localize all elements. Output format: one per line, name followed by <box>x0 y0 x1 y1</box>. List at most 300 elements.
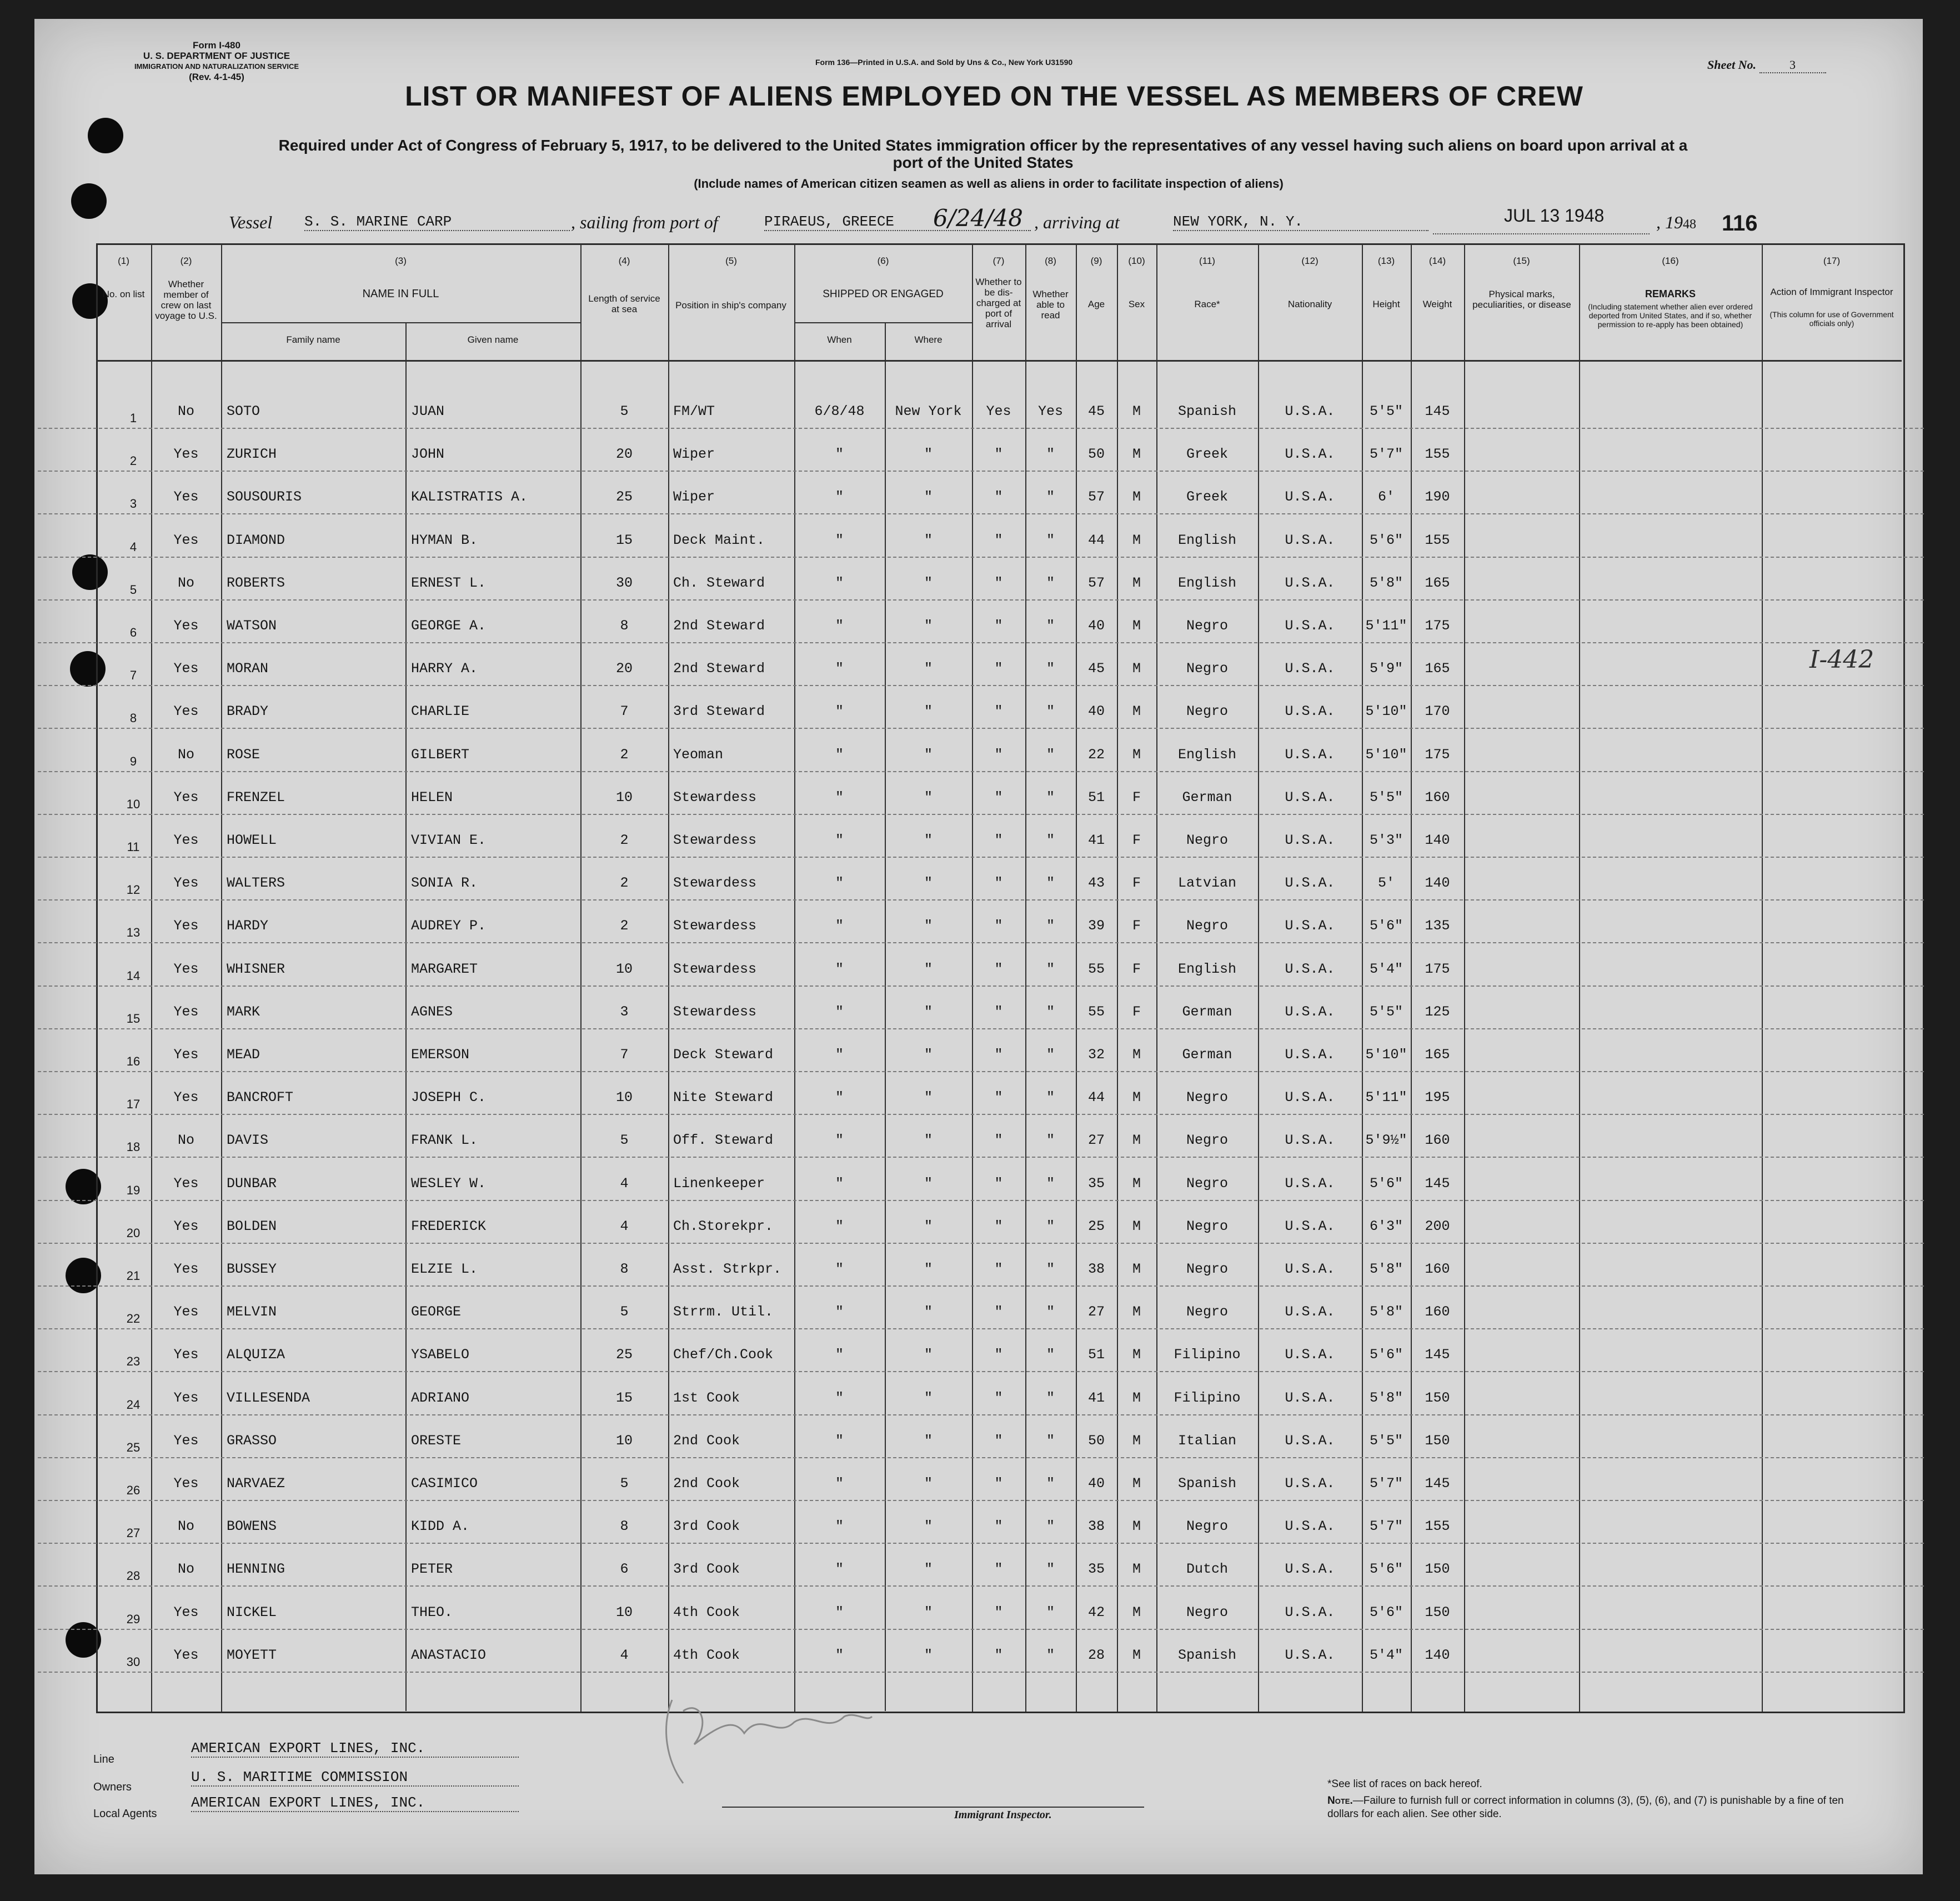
cell-read: " <box>1046 575 1055 591</box>
row-rule <box>38 1157 1924 1158</box>
row-rule <box>38 1328 1924 1329</box>
row-number: 29 <box>126 1612 141 1626</box>
cell-weight: 150 <box>1425 1604 1450 1620</box>
cell-family: MARK <box>227 1004 260 1020</box>
cell-height: 5'7" <box>1369 446 1403 462</box>
cell-position: Stewardess <box>673 789 757 806</box>
cell-position: Off. Steward <box>673 1132 774 1148</box>
cell-service: 10 <box>615 1089 633 1105</box>
cell-service: 15 <box>615 1390 633 1406</box>
cell-age: 35 <box>1087 1175 1105 1192</box>
cell-height: 5'6" <box>1369 532 1403 548</box>
cell-family: MOYETT <box>227 1647 277 1663</box>
cell-service: 5 <box>620 1475 629 1492</box>
sailing-text: sailing from port of <box>580 212 718 232</box>
cell-height: 5'4" <box>1369 1647 1403 1663</box>
cell-race: Negro <box>1186 1089 1228 1105</box>
cell-height: 5'6" <box>1369 918 1403 934</box>
form-revision: (Rev. 4-1-45) <box>189 72 244 82</box>
cell-nat: U.S.A. <box>1285 1132 1335 1148</box>
cell-sex: F <box>1132 789 1141 806</box>
cell-read: " <box>1046 618 1055 634</box>
page-title: LIST OR MANIFEST OF ALIENS EMPLOYED ON THE VESSEL AS MEMBERS OF CREW <box>405 81 1583 112</box>
cell-where: " <box>924 1004 933 1020</box>
cell-nat: U.S.A. <box>1285 918 1335 934</box>
cell-nat: U.S.A. <box>1285 961 1335 977</box>
cell-family: BRADY <box>227 703 269 719</box>
row-rule <box>38 471 1924 472</box>
cell-given: GEORGE <box>411 1304 462 1320</box>
col-num: (3) <box>395 256 407 266</box>
cell-dis: " <box>994 1433 1003 1449</box>
cell-when: " <box>835 747 844 763</box>
cell-last: Yes <box>173 1261 199 1277</box>
cell-when: " <box>835 961 844 977</box>
col-num: (9) <box>1090 256 1102 266</box>
cell-age: 27 <box>1087 1304 1105 1320</box>
row-number: 18 <box>126 1140 141 1154</box>
col-header-sex: Sex <box>1128 299 1145 309</box>
col-header-marks: Physical marks, peculiarities, or disease <box>1472 289 1571 310</box>
col-num: (14) <box>1428 256 1446 266</box>
cell-read: " <box>1046 1475 1055 1492</box>
cell-last: Yes <box>173 1047 199 1063</box>
row-rule <box>38 728 1924 729</box>
cell-weight: 145 <box>1425 403 1450 419</box>
sailing-date: 6/24/48 <box>933 204 1023 232</box>
cell-where: " <box>924 1304 933 1320</box>
col-header-family: Family name <box>286 334 340 345</box>
cell-family: DIAMOND <box>227 532 285 548</box>
row-number: 9 <box>129 754 137 768</box>
cell-nat: U.S.A. <box>1285 1261 1335 1277</box>
cell-when: " <box>835 1347 844 1363</box>
cell-nat: U.S.A. <box>1285 789 1335 806</box>
cell-family: BUSSEY <box>227 1261 277 1277</box>
cell-weight: 160 <box>1425 1261 1450 1277</box>
cell-last: Yes <box>173 1390 199 1406</box>
year-value: 48 <box>1683 217 1696 232</box>
cell-position: 4th Cook <box>673 1604 740 1620</box>
cell-weight: 145 <box>1425 1175 1450 1192</box>
cell-last: No <box>177 747 194 763</box>
cell-nat: U.S.A. <box>1285 446 1335 462</box>
col-num: (10) <box>1128 256 1145 266</box>
row-rule <box>38 899 1924 901</box>
cell-last: Yes <box>173 1347 199 1363</box>
cell-height: 5'6" <box>1369 1604 1403 1620</box>
col-divider <box>1579 243 1580 1712</box>
row-rule <box>38 557 1924 558</box>
arrival-date-stamp: JUL 13 1948 <box>1504 206 1605 226</box>
cell-last: Yes <box>173 875 199 891</box>
cell-last: Yes <box>173 532 199 548</box>
cell-last: Yes <box>173 1604 199 1620</box>
cell-sex: M <box>1132 1304 1141 1320</box>
cell-age: 51 <box>1087 789 1105 806</box>
cell-dis: " <box>994 875 1003 891</box>
cell-given: YSABELO <box>411 1347 470 1363</box>
cell-sex: M <box>1132 1561 1141 1577</box>
cell-given: ORESTE <box>411 1433 462 1449</box>
cell-position: 1st Cook <box>673 1390 740 1406</box>
cell-race: German <box>1182 1047 1232 1063</box>
cell-height: 5'7" <box>1369 1518 1403 1534</box>
cell-service: 7 <box>620 703 629 719</box>
cell-last: Yes <box>173 1218 199 1234</box>
cell-nat: U.S.A. <box>1285 1390 1335 1406</box>
cell-height: 5'9½" <box>1365 1132 1407 1148</box>
cell-when: " <box>835 1004 844 1020</box>
owners-value: U. S. MARITIME COMMISSION <box>191 1769 519 1787</box>
cell-race: English <box>1177 747 1237 763</box>
cell-read: " <box>1046 703 1055 719</box>
arrival-port: NEW YORK, N. Y. <box>1173 213 1428 231</box>
subtitle <box>144 137 1822 171</box>
cell-given: HELEN <box>411 789 453 806</box>
cell-race: Filipino <box>1174 1347 1241 1363</box>
row-number: 2 <box>129 454 137 468</box>
cell-dis: " <box>994 1004 1003 1020</box>
header-divider <box>96 360 1902 362</box>
cell-family: GRASSO <box>227 1433 277 1449</box>
cell-service: 7 <box>620 1047 629 1063</box>
cell-family: FRENZEL <box>227 789 285 806</box>
cell-service: 2 <box>620 747 629 763</box>
cell-service: 4 <box>620 1218 629 1234</box>
col-header-age: Age <box>1087 299 1105 309</box>
cell-given: ERNEST L. <box>411 575 487 591</box>
cell-given: THEO. <box>411 1604 453 1620</box>
cell-dis: " <box>994 661 1003 677</box>
cell-weight: 155 <box>1425 446 1450 462</box>
cell-position: Stewardess <box>673 832 757 848</box>
cell-when: " <box>835 1304 844 1320</box>
cell-height: 5'10" <box>1365 1047 1407 1063</box>
cell-read: " <box>1046 1604 1055 1620</box>
cell-when: " <box>835 1390 844 1406</box>
cell-when: 6/8/48 <box>814 403 865 419</box>
cell-nat: U.S.A. <box>1285 1304 1335 1320</box>
cell-age: 50 <box>1087 1433 1105 1449</box>
cell-sex: M <box>1132 747 1141 763</box>
cell-weight: 125 <box>1425 1004 1450 1020</box>
cell-read: " <box>1046 1047 1055 1063</box>
cell-family: HARDY <box>227 918 269 934</box>
cell-height: 5'6" <box>1369 1347 1403 1363</box>
cell-weight: 175 <box>1425 618 1450 634</box>
cell-when: " <box>835 489 844 505</box>
cell-read: " <box>1046 747 1055 763</box>
cell-age: 55 <box>1087 961 1105 977</box>
row-number: 30 <box>126 1655 141 1669</box>
cell-age: 44 <box>1087 1089 1105 1105</box>
cell-service: 20 <box>615 446 633 462</box>
cell-when: " <box>835 875 844 891</box>
cell-weight: 155 <box>1425 1518 1450 1534</box>
row-rule <box>38 1028 1924 1029</box>
cell-given: GEORGE A. <box>411 618 487 634</box>
cell-last: Yes <box>173 703 199 719</box>
cell-dis: " <box>994 575 1003 591</box>
cell-age: 55 <box>1087 1004 1105 1020</box>
cell-family: NICKEL <box>227 1604 277 1620</box>
cell-age: 38 <box>1087 1518 1105 1534</box>
cell-read: " <box>1046 532 1055 548</box>
cell-service: 2 <box>620 875 629 891</box>
cell-service: 2 <box>620 918 629 934</box>
cell-nat: U.S.A. <box>1285 832 1335 848</box>
cell-race: English <box>1177 961 1237 977</box>
cell-sex: M <box>1132 403 1141 419</box>
cell-height: 5'9" <box>1369 661 1403 677</box>
service-name: IMMIGRATION AND NATURALIZATION SERVICE <box>134 62 299 71</box>
cell-when: " <box>835 1604 844 1620</box>
cell-sex: M <box>1132 661 1141 677</box>
cell-family: ZURICH <box>227 446 277 462</box>
row-rule <box>38 1285 1924 1287</box>
cell-family: SOTO <box>227 403 260 419</box>
cell-service: 25 <box>615 489 633 505</box>
cell-sex: M <box>1132 1433 1141 1449</box>
col-num: (13) <box>1377 256 1395 266</box>
row-rule <box>38 1114 1924 1115</box>
row-rule <box>38 1071 1924 1072</box>
row-rule <box>38 1500 1924 1501</box>
header-divider <box>794 322 972 323</box>
cell-where: " <box>924 1132 933 1148</box>
departure-port: PIRAEUS, GREECE <box>764 213 1031 231</box>
cell-where: " <box>924 1647 933 1663</box>
cell-sex: M <box>1132 1518 1141 1534</box>
cell-given: ANASTACIO <box>411 1647 487 1663</box>
cell-age: 45 <box>1087 661 1105 677</box>
cell-weight: 150 <box>1425 1433 1450 1449</box>
cell-nat: U.S.A. <box>1285 403 1335 419</box>
cell-service: 3 <box>620 1004 629 1020</box>
cell-where: " <box>924 1261 933 1277</box>
cell-where: " <box>924 832 933 848</box>
cell-service: 10 <box>615 961 633 977</box>
cell-dis: " <box>994 918 1003 934</box>
cell-race: Negro <box>1186 661 1228 677</box>
cell-position: Yeoman <box>673 747 724 763</box>
note-label: Note. <box>1327 1795 1353 1807</box>
cell-age: 41 <box>1087 832 1105 848</box>
cell-family: VILLESENDA <box>227 1390 310 1406</box>
cell-when: " <box>835 532 844 548</box>
cell-last: Yes <box>173 661 199 677</box>
col-divider <box>221 243 222 1712</box>
col-num: (5) <box>725 256 737 266</box>
cell-sex: M <box>1132 1475 1141 1492</box>
cell-last: No <box>177 575 194 591</box>
cell-age: 40 <box>1087 1475 1105 1492</box>
cell-given: CHARLIE <box>411 703 470 719</box>
row-rule <box>38 1200 1924 1201</box>
row-number: 27 <box>126 1526 141 1540</box>
row-number: 28 <box>126 1569 141 1583</box>
cell-race: Spanish <box>1177 1647 1237 1663</box>
cell-last: No <box>177 1132 194 1148</box>
row-rule <box>38 1243 1924 1244</box>
line-value: AMERICAN EXPORT LINES, INC. <box>191 1740 519 1758</box>
cell-when: " <box>835 1218 844 1234</box>
row-number: 15 <box>126 1012 141 1025</box>
cell-dis: " <box>994 1390 1003 1406</box>
cell-where: " <box>924 1047 933 1063</box>
row-number: 4 <box>129 540 137 554</box>
cell-sex: M <box>1132 1604 1141 1620</box>
header-divider <box>221 322 580 323</box>
cell-age: 32 <box>1087 1047 1105 1063</box>
cell-when: " <box>835 1175 844 1192</box>
row-number: 17 <box>126 1097 141 1111</box>
cell-position: 2nd Cook <box>673 1433 740 1449</box>
cell-sex: M <box>1132 1647 1141 1663</box>
cell-dis: " <box>994 789 1003 806</box>
cell-sex: M <box>1132 618 1141 634</box>
col-num: (11) <box>1199 256 1215 266</box>
cell-age: 43 <box>1087 875 1105 891</box>
cell-where: " <box>924 703 933 719</box>
cell-last: Yes <box>173 1175 199 1192</box>
cell-position: Ch.Storekpr. <box>673 1218 774 1234</box>
cell-family: SOUSOURIS <box>227 489 302 505</box>
cell-read: " <box>1046 1390 1055 1406</box>
cell-where: " <box>924 918 933 934</box>
cell-weight: 145 <box>1425 1475 1450 1492</box>
cell-family: BANCROFT <box>227 1089 294 1105</box>
row-number: 23 <box>126 1354 141 1368</box>
cell-height: 5'5" <box>1369 1433 1403 1449</box>
cell-position: Stewardess <box>673 918 757 934</box>
inspector-label: Immigrant Inspector. <box>954 1809 1052 1821</box>
cell-service: 8 <box>620 1518 629 1534</box>
cell-position: Deck Maint. <box>673 532 765 548</box>
col-header-action: Action of Immigrant Inspector <box>1770 287 1893 297</box>
cell-sex: F <box>1132 961 1141 977</box>
cell-nat: U.S.A. <box>1285 1518 1335 1534</box>
row-number: 1 <box>129 411 137 425</box>
cell-given: EMERSON <box>411 1047 470 1063</box>
cell-service: 25 <box>615 1347 633 1363</box>
cell-family: NARVAEZ <box>227 1475 285 1492</box>
cell-race: German <box>1182 1004 1232 1020</box>
cell-family: ROSE <box>227 747 260 763</box>
cell-height: 5'6" <box>1369 1175 1403 1192</box>
cell-age: 51 <box>1087 1347 1105 1363</box>
cell-position: Stewardess <box>673 961 757 977</box>
cell-read: " <box>1046 1175 1055 1192</box>
cell-dis: " <box>994 703 1003 719</box>
cell-when: " <box>835 661 844 677</box>
row-number: 14 <box>126 969 141 983</box>
cell-service: 4 <box>620 1175 629 1192</box>
arriving-label: , arriving at <box>1034 212 1120 232</box>
row-rule <box>38 428 1924 429</box>
cell-weight: 165 <box>1425 1047 1450 1063</box>
col-divider <box>668 243 669 1712</box>
row-number: 10 <box>126 797 141 811</box>
cell-race: Latvian <box>1177 875 1237 891</box>
cell-where: " <box>924 1347 933 1363</box>
col-header-nationality: Nationality <box>1287 299 1332 309</box>
cell-weight: 195 <box>1425 1089 1450 1105</box>
col-header-name: NAME IN FULL <box>362 288 439 300</box>
col-header-discharged: Whether to be dis-charged at port of arrival <box>975 277 1022 329</box>
col-num: (15) <box>1513 256 1530 266</box>
cell-family: WATSON <box>227 618 277 634</box>
col-num: (2) <box>180 256 192 266</box>
cell-family: MORAN <box>227 661 269 677</box>
col-num: (7) <box>992 256 1005 266</box>
cell-given: KIDD A. <box>411 1518 470 1534</box>
arrival-date-line <box>1433 233 1650 234</box>
cell-where: " <box>924 1518 933 1534</box>
sheet-number: 3 <box>1760 58 1826 73</box>
cell-race: Italian <box>1177 1433 1237 1449</box>
cell-where: " <box>924 575 933 591</box>
printer-line: Form 136—Printed in U.S.A. and Sold by Uns & Co., New York U31590 <box>815 58 1073 67</box>
punch-hole <box>71 183 107 219</box>
cell-given: JOHN <box>411 446 445 462</box>
cell-last: Yes <box>173 1089 199 1105</box>
col-header-when: When <box>827 334 852 345</box>
cell-where: " <box>924 489 933 505</box>
vessel-label: Vessel <box>229 212 273 232</box>
cell-service: 6 <box>620 1561 629 1577</box>
cell-when: " <box>835 575 844 591</box>
cell-dis: " <box>994 1261 1003 1277</box>
cell-age: 39 <box>1087 918 1105 934</box>
cell-sex: M <box>1132 532 1141 548</box>
cell-height: 5' <box>1377 875 1395 891</box>
row-rule <box>38 642 1924 643</box>
row-number: 16 <box>126 1054 141 1068</box>
cell-height: 5'5" <box>1369 403 1403 419</box>
row-rule <box>38 513 1924 514</box>
handwritten-annotation: I-442 <box>1809 646 1874 674</box>
cell-service: 10 <box>615 789 633 806</box>
cell-service: 15 <box>615 532 633 548</box>
row-number: 20 <box>126 1226 141 1240</box>
cell-where: " <box>924 446 933 462</box>
cell-family: HENNING <box>227 1561 285 1577</box>
cell-position: 3rd Cook <box>673 1561 740 1577</box>
cell-nat: U.S.A. <box>1285 703 1335 719</box>
cell-where: " <box>924 1561 933 1577</box>
col-divider <box>1464 243 1465 1712</box>
cell-where: " <box>924 618 933 634</box>
cell-where: " <box>924 1475 933 1492</box>
cell-race: Negro <box>1186 1218 1228 1234</box>
cell-dis: " <box>994 1604 1003 1620</box>
cell-sex: M <box>1132 1132 1141 1148</box>
cell-age: 28 <box>1087 1647 1105 1663</box>
cell-last: Yes <box>173 832 199 848</box>
row-number: 25 <box>126 1440 141 1454</box>
cell-dis: " <box>994 1518 1003 1534</box>
form-identifier <box>100 40 333 82</box>
cell-position: Wiper <box>673 446 715 462</box>
cell-race: Spanish <box>1177 403 1237 419</box>
cell-read: " <box>1046 1347 1055 1363</box>
cell-given: KALISTRATIS A. <box>411 489 528 505</box>
cell-height: 5'10" <box>1365 747 1407 763</box>
cell-race: Greek <box>1186 489 1228 505</box>
row-rule <box>38 685 1924 686</box>
